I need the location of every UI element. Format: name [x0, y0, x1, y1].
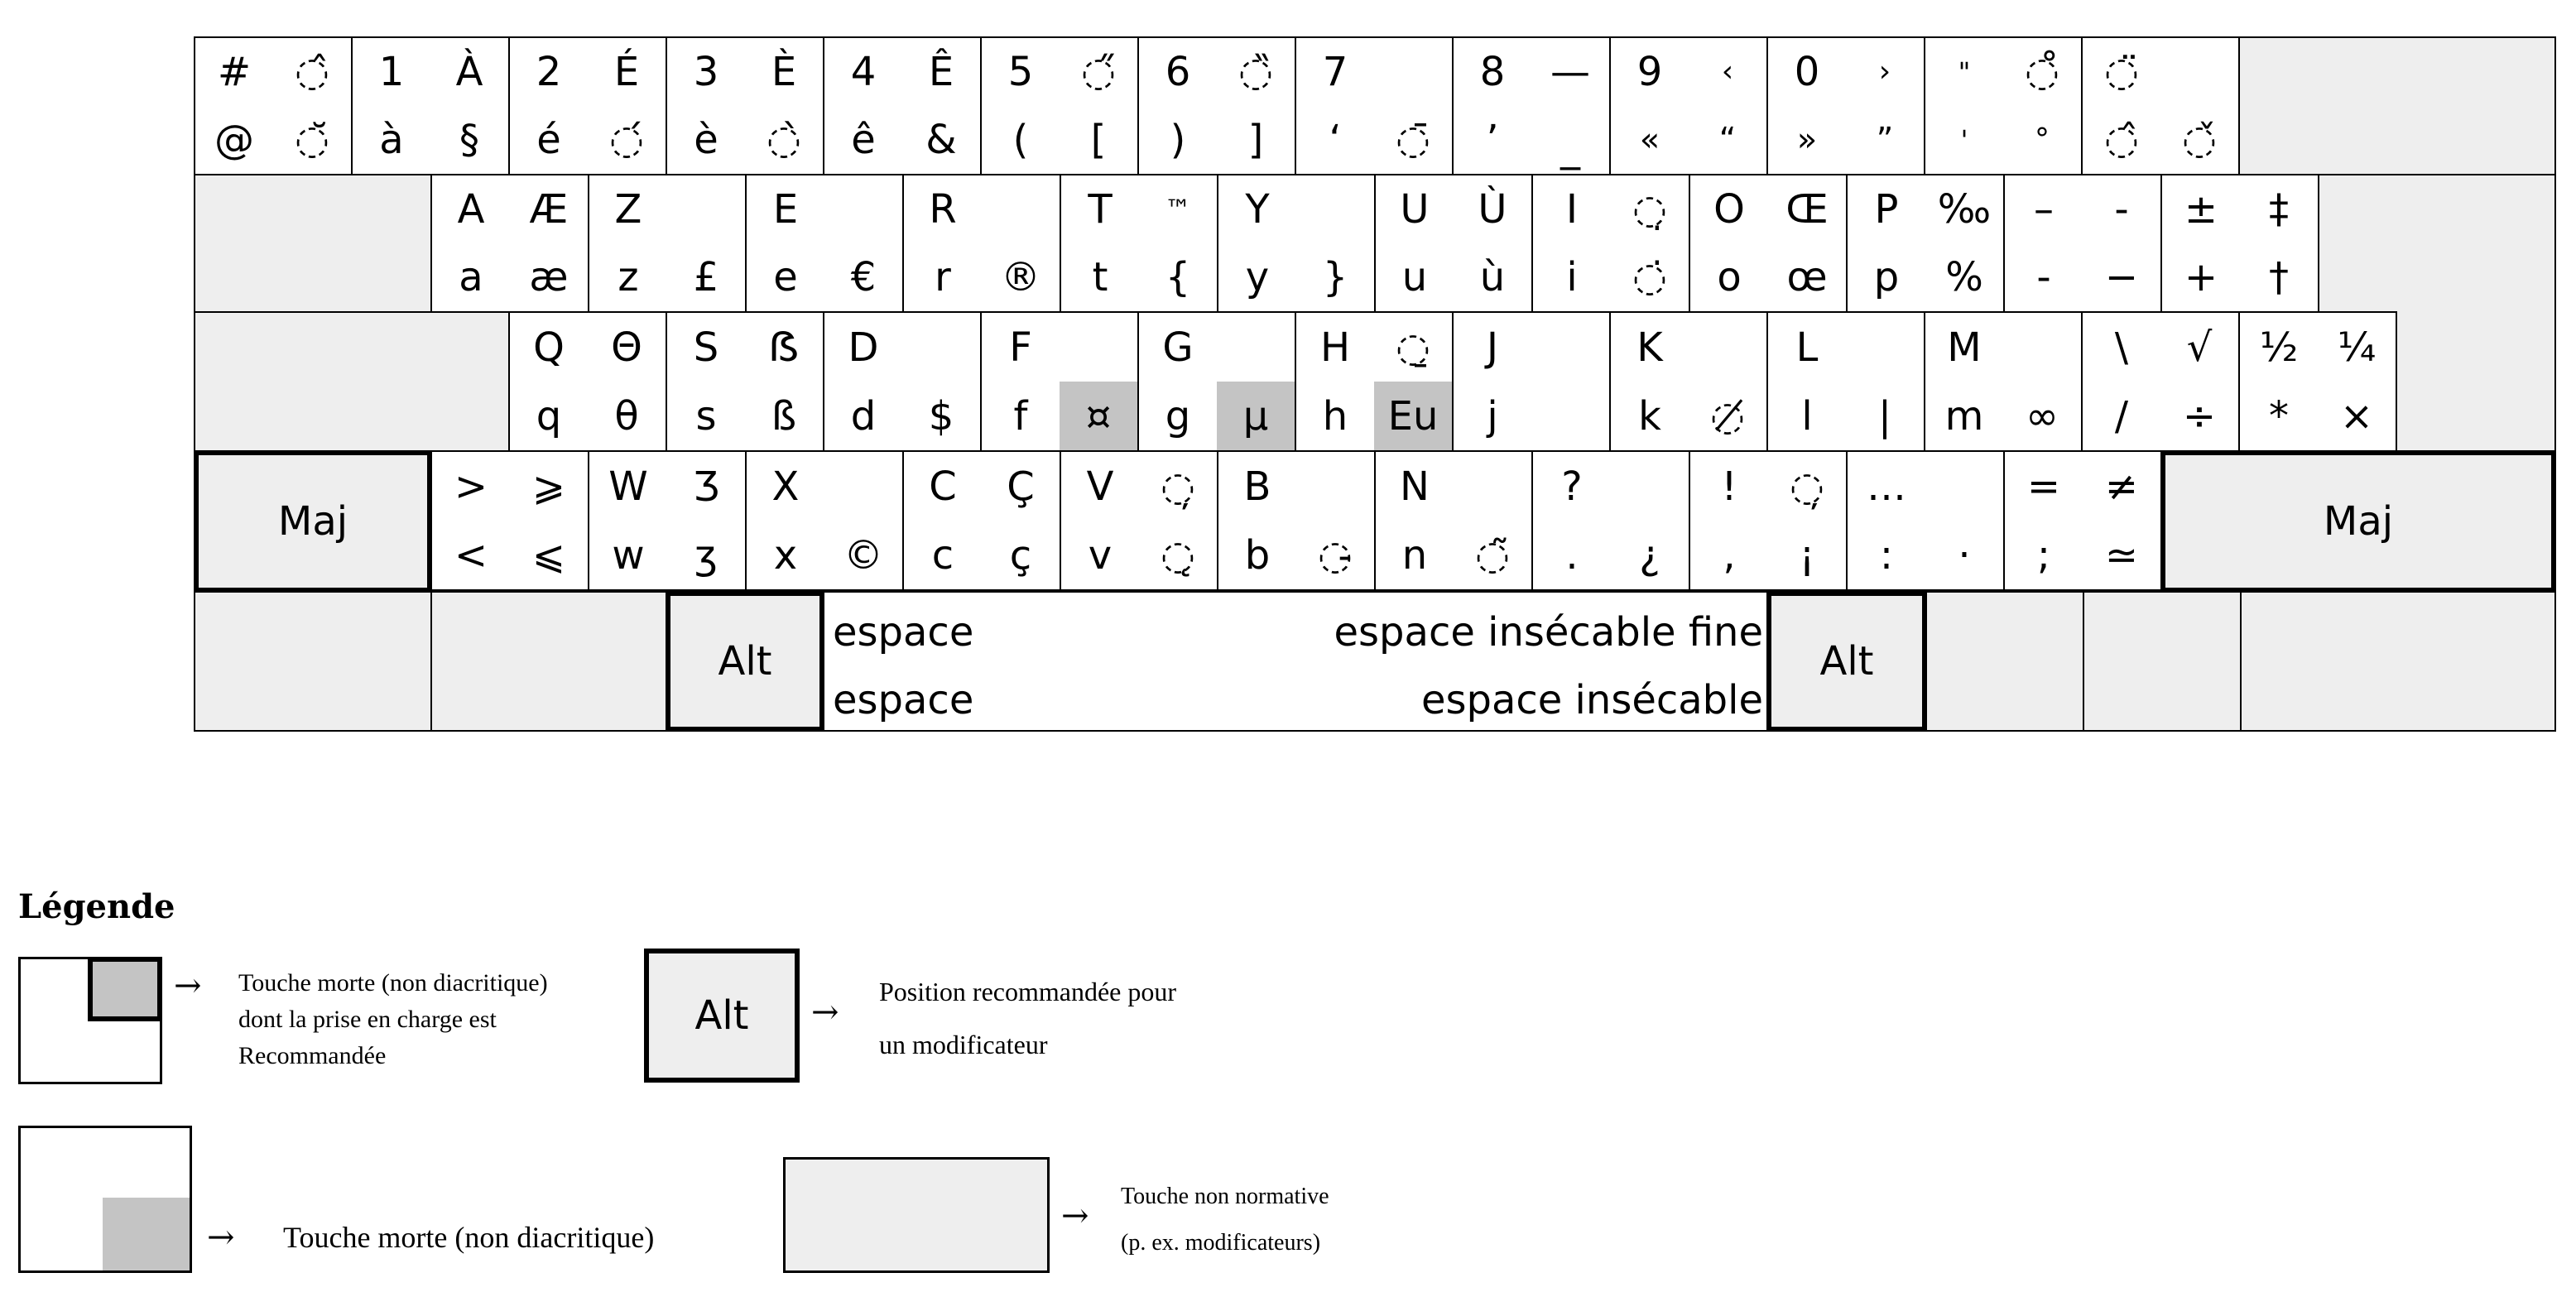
key-legend: ' [1960, 124, 1968, 156]
key-legend: à [379, 117, 404, 163]
key-legend: . [1565, 531, 1579, 579]
key-legend: ¼ [2337, 324, 2377, 371]
key-j [1452, 311, 1611, 452]
key-legend: @ [214, 117, 254, 163]
key-legend: ⩽ [531, 531, 566, 579]
key-legend: j [1487, 392, 1498, 439]
key-legend: 9 [1636, 49, 1663, 95]
key-legend: _ [1560, 124, 1580, 171]
key-legend [2003, 313, 2081, 382]
key-ctrl-non-normative [194, 591, 432, 732]
key-legend: ‘ [1329, 117, 1342, 163]
key-legend: § [459, 117, 479, 163]
key-legend: ◌̂ [2104, 117, 2139, 163]
arrow-icon: → [174, 967, 202, 1005]
key-legend: ç [1009, 531, 1032, 579]
legend-line: un modificateur [879, 1030, 1048, 1059]
key-legend: : [1879, 531, 1894, 579]
key-legend: é [536, 117, 561, 163]
key-legend: " [1958, 56, 1971, 88]
key-legend: S [693, 324, 719, 371]
key-legend: \ [2114, 324, 2129, 371]
key-legend: # [217, 49, 252, 95]
legend-text-2 [879, 965, 1176, 1071]
key-alt-right [1766, 591, 1927, 732]
key-legend: c [931, 531, 954, 579]
key-legend: ] [1247, 117, 1264, 163]
key-legend: < [454, 531, 488, 579]
key-r [902, 174, 1061, 313]
key-legend: N [1400, 463, 1430, 510]
legend-line: Touche non normative [1121, 1184, 1329, 1209]
key-legend: ¡ [1799, 531, 1815, 579]
key-hash [194, 36, 353, 175]
arrow-icon: → [1061, 1197, 1089, 1235]
key-9 [1609, 36, 1768, 175]
key-legend: ‡ [2269, 186, 2289, 233]
key-d [823, 311, 982, 452]
key-legend: ẞ [768, 324, 800, 371]
key-semicolon [2003, 450, 2162, 591]
key-0 [1766, 36, 1925, 175]
key-spacebar [823, 591, 1768, 732]
key-legend: D [848, 324, 879, 371]
key-legend: * [2269, 392, 2289, 439]
key-1 [351, 36, 510, 175]
key-legend: x [773, 531, 798, 579]
key-b [1217, 450, 1376, 591]
key-8 [1452, 36, 1611, 175]
key-legend: ½ [2259, 324, 2299, 371]
legend-text-4 [1121, 1174, 1329, 1266]
key-x [745, 450, 904, 591]
key-plus [2160, 174, 2319, 313]
key-legend: ⩾ [531, 463, 566, 510]
key-legend: † [2269, 254, 2289, 300]
key-legend: = [2026, 463, 2061, 510]
key-w [588, 450, 747, 591]
key-legend: b [1244, 531, 1271, 579]
key-legend: K [1636, 324, 1663, 371]
key-legend: 4 [850, 49, 877, 95]
key-legend: ≠ [2104, 463, 2139, 510]
key-legend [1296, 452, 1374, 521]
key-q [508, 311, 667, 452]
key-legend: 6 [1165, 49, 1191, 95]
key-legend: ‰ [1937, 186, 1992, 233]
key-legend: q [536, 392, 562, 439]
key-legend: B [1243, 463, 1271, 510]
key-legend: J [1486, 324, 1499, 371]
key-legend [1217, 313, 1295, 382]
key-legend [1846, 313, 1924, 382]
key-legend: $ [928, 392, 954, 439]
key-legend: R [929, 186, 957, 233]
legend-sample-recommended-dead-key [18, 957, 162, 1084]
legend-sample-dead-key [18, 1126, 192, 1273]
key-legend: P [1874, 186, 1899, 233]
spacebar-altgr-shift-legend: espace insécable fine [1334, 609, 1763, 656]
key-legend: — [1550, 49, 1590, 95]
key-legend: Ç [1007, 463, 1035, 510]
key-legend: t [1092, 254, 1108, 300]
key-comma [1689, 450, 1848, 591]
key-m [1924, 311, 2083, 452]
legend-shade-swatch [88, 957, 162, 1021]
key-legend: − [2104, 254, 2139, 300]
key-legend: g [1165, 392, 1191, 439]
spacebar-base-legend: espace [833, 677, 974, 723]
key-legend: u [1401, 254, 1428, 300]
key-z [588, 174, 747, 313]
legend-text-3: Touche morte (non diacritique) [283, 1221, 655, 1254]
key-legend [1060, 313, 1137, 382]
key-legend: ≃ [2104, 531, 2139, 579]
key-legend: ù [1479, 254, 1506, 300]
key-legend [667, 175, 745, 243]
key-legend: [ [1090, 117, 1107, 163]
key-legend: Q [533, 324, 565, 371]
key-legend: è [694, 117, 718, 163]
key-legend: r [935, 254, 951, 300]
key-legend: £ [693, 254, 719, 300]
key-legend: ◌̸ [1710, 392, 1745, 439]
key-legend: I [1565, 186, 1579, 233]
key-h [1295, 311, 1454, 452]
key-legend: θ [614, 392, 639, 439]
key-legend: { [1165, 254, 1191, 300]
key-legend: y [1245, 254, 1270, 300]
key-os-right-non-normative [1925, 591, 2084, 732]
key-legend: Ù [1478, 186, 1507, 233]
key-slash [2081, 311, 2240, 452]
key-capslock-non-normative [194, 311, 510, 452]
legend-title: Légende [18, 887, 175, 926]
key-legend: ◌̀ [767, 117, 801, 163]
key-legend: √ [2186, 324, 2213, 371]
key-legend: ◌̏ [1238, 49, 1273, 95]
key-legend: > [454, 463, 488, 510]
key-dead-diaeresis [2081, 36, 2240, 175]
key-legend: z [618, 254, 639, 300]
key-legend: X [771, 463, 800, 510]
key-legend: & [925, 117, 957, 163]
key-legend: ¿ [1639, 531, 1660, 579]
key-u [1374, 174, 1533, 313]
key-legend: H [1319, 324, 1351, 371]
alt-label: Alt [694, 992, 749, 1039]
key-legend: ◌̈ [2104, 49, 2139, 95]
key-legend: É [613, 49, 640, 95]
key-legend: C [929, 463, 957, 510]
key-v [1060, 450, 1218, 591]
key-alt-left [666, 591, 824, 732]
key-legend: 3 [693, 49, 719, 95]
arrow-icon: → [207, 1218, 235, 1256]
key-legend: © [843, 531, 883, 579]
key-legend: ( [1012, 117, 1029, 163]
key-legend: × [2339, 392, 2374, 439]
key-legend: F [1009, 324, 1032, 371]
key-2 [508, 36, 667, 175]
key-legend: ◌́ [609, 117, 644, 163]
key-legend: – [2034, 186, 2054, 233]
key-legend: Œ [1785, 186, 1829, 233]
legend-sample-modifier [644, 949, 800, 1083]
spacebar-shift-legend: espace [833, 609, 974, 656]
key-legend: ◌̨ [1161, 531, 1195, 579]
key-legend: æ [529, 254, 569, 300]
key-legend: ’ [1486, 117, 1499, 163]
key-s [666, 311, 824, 452]
key-period [1531, 450, 1690, 591]
key-legend [1611, 452, 1689, 521]
key-legend: 8 [1479, 49, 1506, 95]
key-legend: M [1947, 324, 1982, 371]
key-legend: ◌̂ [295, 49, 329, 95]
legend-line: dont la prise en charge est [238, 1006, 497, 1033]
key-f [980, 311, 1139, 452]
key-legend [982, 175, 1060, 243]
key-dash [2003, 174, 2162, 313]
legend-line: Recommandée [238, 1042, 387, 1069]
key-legend: ; [2036, 531, 2051, 579]
key-legend: E [772, 186, 799, 233]
key-legend: ! [1721, 463, 1737, 510]
key-k [1609, 311, 1768, 452]
key-legend: ◌̃ [1475, 531, 1510, 579]
key-legend: w [612, 531, 645, 579]
key-legend: U [1400, 186, 1430, 233]
key-7 [1295, 36, 1454, 175]
key-legend: ◌̆ [295, 117, 329, 163]
key-legend: ◌̦ [1790, 463, 1824, 510]
key-y [1217, 174, 1376, 313]
key-legend: ʒ [694, 531, 718, 579]
key-n [1374, 450, 1533, 591]
key-legend: ” [1876, 121, 1894, 159]
key-legend: Ʒ [693, 463, 719, 510]
key-legend: … [1867, 463, 1906, 510]
key-legend: e [773, 254, 798, 300]
key-legend [1925, 452, 2003, 521]
key-legend: 5 [1007, 49, 1034, 95]
key-legend: Z [614, 186, 642, 233]
key-legend: 7 [1322, 49, 1348, 95]
key-legend: L [1795, 324, 1819, 371]
key-legend: ? [1561, 463, 1583, 510]
key-legend: i [1566, 254, 1578, 300]
key-legend: ± [2184, 186, 2218, 233]
key-e [745, 174, 904, 313]
key-less-than [430, 450, 589, 591]
key-legend [2160, 38, 2238, 106]
key-legend: h [1322, 392, 1348, 439]
key-legend: ◌̇ [1632, 254, 1667, 300]
key-legend: « [1639, 121, 1660, 159]
key-l [1766, 311, 1925, 452]
key-legend [1374, 38, 1452, 106]
spacebar-altgr-legend: espace insécable [1420, 677, 1763, 723]
key-legend: ◌̊ [2025, 49, 2059, 95]
key-6 [1137, 36, 1296, 175]
key-legend: A [457, 186, 485, 233]
key-legend [824, 175, 902, 243]
key-t [1060, 174, 1218, 313]
key-o [1689, 174, 1848, 313]
key-legend: ◌̱ [1396, 324, 1430, 371]
key-legend: l [1801, 392, 1813, 439]
key-legend: o [1717, 254, 1742, 300]
key-legend: ê [851, 117, 876, 163]
key-quote [1924, 36, 2083, 175]
key-legend: œ [1786, 254, 1828, 300]
key-legend: ® [1001, 254, 1040, 300]
key-i [1531, 174, 1690, 313]
key-legend: | [1877, 392, 1892, 439]
key-legend [902, 313, 980, 382]
key-legend: 0 [1794, 49, 1820, 95]
key-legend: s [695, 392, 717, 439]
key-legend: % [1945, 254, 1983, 300]
key-a [430, 174, 589, 313]
key-legend [1531, 382, 1609, 450]
key-legend: Æ [529, 186, 569, 233]
key-legend: “ [1718, 121, 1737, 159]
alt-label: Alt [1819, 638, 1874, 684]
key-legend: ‑ [2114, 186, 2129, 233]
key-legend: ◌̣ [1632, 186, 1667, 233]
legend-line: Touche morte (non diacritique) [238, 969, 548, 997]
key-legend [1454, 452, 1531, 521]
key-legend: ™ [1165, 194, 1191, 225]
key-legend: V [1086, 463, 1114, 510]
legend-shade-swatch [103, 1198, 190, 1270]
key-c [902, 450, 1061, 591]
key-legend: + [2184, 254, 2218, 300]
key-menu-non-normative [2083, 591, 2242, 732]
key-legend: m [1944, 392, 1984, 439]
key-4 [823, 36, 982, 175]
key-legend: › [1878, 55, 1891, 89]
key-legend: Y [1245, 186, 1270, 233]
key-legend: T [1088, 186, 1113, 233]
dead-key-currency-shaded: ¤ [1060, 382, 1137, 450]
key-legend: ° [2035, 122, 2050, 156]
key-tab-non-normative [194, 174, 432, 313]
key-legend: ß [771, 392, 797, 439]
key-legend: ◌̌ [2182, 117, 2217, 163]
key-legend: a [459, 254, 483, 300]
key-legend: O [1713, 186, 1745, 233]
key-legend: d [850, 392, 877, 439]
key-legend: ◌̋ [1081, 49, 1116, 95]
legend-text-1 [238, 965, 548, 1074]
key-legend: ∞ [2026, 392, 2059, 439]
key-shift-left [194, 450, 432, 593]
key-legend [824, 452, 902, 521]
alt-label: Alt [718, 638, 772, 684]
key-asterisk [2238, 311, 2397, 452]
key-legend: p [1873, 254, 1900, 300]
dead-key-greek-shaded: µ [1217, 382, 1295, 450]
key-legend: » [1796, 121, 1818, 159]
key-legend: } [1322, 254, 1348, 300]
key-legend: ◌̦ [1161, 463, 1195, 510]
key-backspace-non-normative [2238, 36, 2556, 175]
arrow-icon: → [811, 993, 839, 1031]
key-legend: ‹ [1721, 55, 1734, 89]
key-legend: v [1088, 531, 1113, 579]
key-legend: € [850, 254, 877, 300]
key-legend: n [1401, 531, 1428, 579]
key-legend [1531, 313, 1609, 382]
shift-label: Maj [277, 498, 348, 545]
legend-sample-non-normative [783, 1157, 1050, 1273]
key-legend: ÷ [2182, 392, 2217, 439]
key-legend: / [2114, 392, 2129, 439]
key-shift-right [2160, 450, 2556, 593]
key-legend: Ê [928, 49, 954, 95]
key-colon [1846, 450, 2005, 591]
key-legend: À [455, 49, 483, 95]
key-legend: 1 [378, 49, 405, 95]
key-legend [1296, 175, 1374, 243]
key-legend: 2 [536, 49, 562, 95]
shift-label: Maj [2323, 498, 2394, 545]
key-p [1846, 174, 2005, 313]
key-legend: ◌̄ [1396, 117, 1430, 163]
key-g [1137, 311, 1296, 452]
key-legend [1689, 313, 1766, 382]
key-os-non-normative [430, 591, 667, 732]
key-5 [980, 36, 1139, 175]
key-legend: · [1958, 531, 1971, 579]
key-legend: È [771, 49, 797, 95]
key-legend: f [1013, 392, 1028, 439]
key-legend: Θ [611, 324, 642, 371]
key-ctrl-right-non-normative [2240, 591, 2556, 732]
legend-line: (p. ex. modificateurs) [1121, 1230, 1321, 1256]
key-legend: W [608, 463, 648, 510]
key-legend: k [1638, 392, 1661, 439]
key-legend: G [1162, 324, 1194, 371]
key-legend: ◌̵ [1318, 531, 1353, 579]
key-3 [666, 36, 824, 175]
legend-line: Position recommandée pour [879, 977, 1177, 1006]
key-legend: ) [1170, 117, 1186, 163]
key-legend: , [1723, 531, 1736, 579]
dead-key-european-shaded: Eu [1374, 382, 1452, 450]
key-legend: - [2036, 254, 2051, 300]
